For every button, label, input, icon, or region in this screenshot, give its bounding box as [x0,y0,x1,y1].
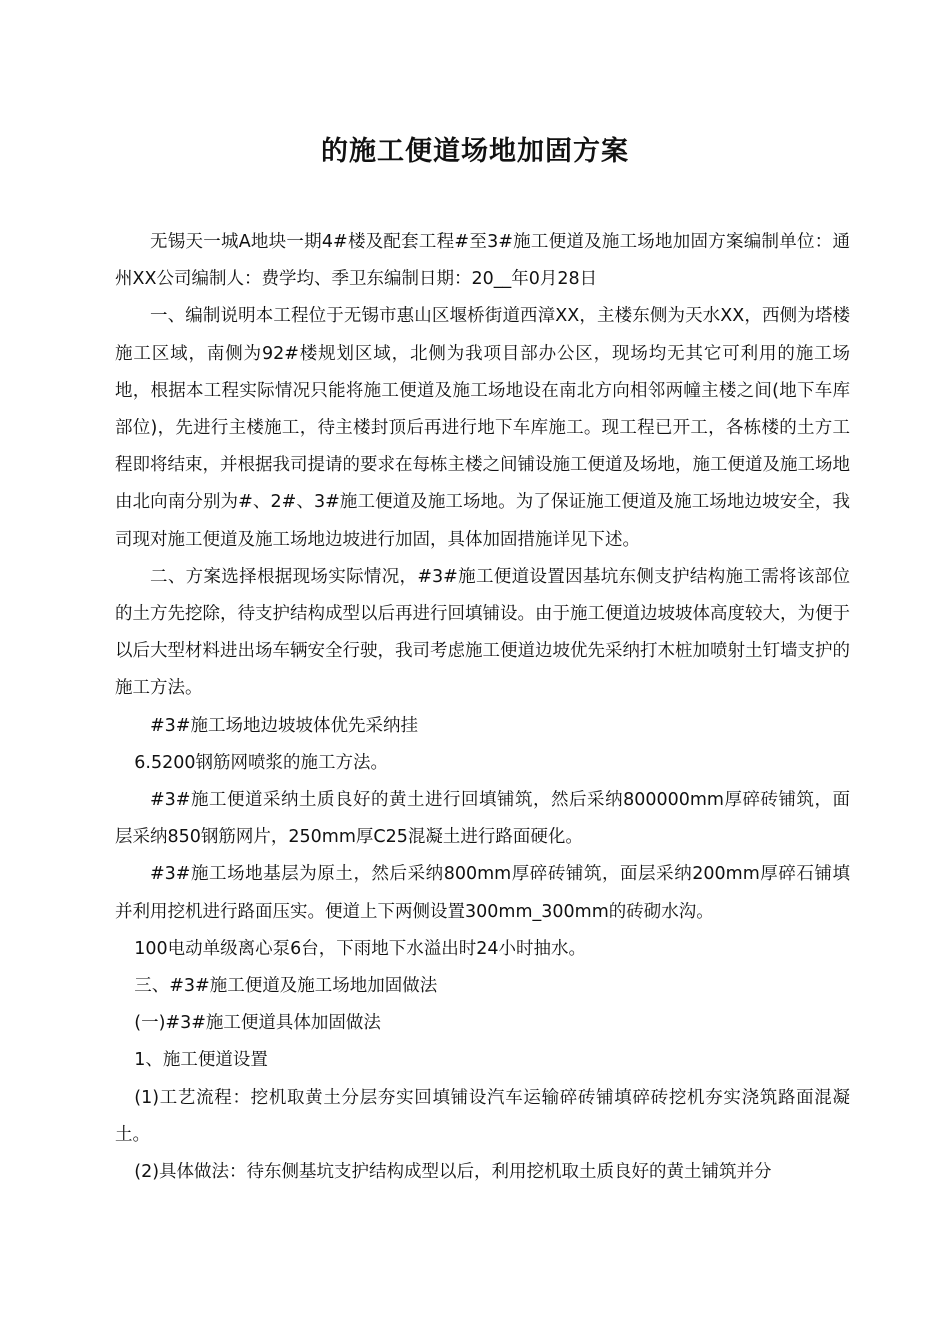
paragraph-road-fill: #3#施工便道采纳土质良好的黄土进行回填铺筑，然后采纳800000mm厚碎砖铺筑，面层采纳850钢筋网片，250mm厚C25混凝土进行路面硬化。 [115,790,850,848]
paragraph-section-3: 三、#3#施工便道及施工场地加固做法 [134,976,438,997]
paragraph-pumps: 100电动单级离心泵6台，下雨地下水溢出时24小时抽水。 [134,938,587,959]
paragraph-site-base: #3#施工场地基层为原土，然后采纳800mm厚碎砖铺筑，面层采纳200mm厚碎石铺填并利用挖机进行路面压实。便道上下两侧设置300mm_300mm的砖砌水沟。 [115,864,850,922]
document-body [115,224,850,1191]
paragraph-intro: 无锡天一城A地块一期4#楼及配套工程#至3#施工便道及施工场地加固方案编制单位：通州XX公司编制人：费学均、季卫东编制日期：20__年0月28日 [115,232,850,290]
paragraph-slope-method: #3#施工场地边坡坡体优先采纳挂 [150,715,418,736]
paragraph-subsection-1: (一)#3#施工便道具体加固做法 [134,1013,381,1034]
paragraph-mesh-method: 6.5200钢筋网喷浆的施工方法。 [134,752,388,773]
paragraph-section-2: 二、方案选择根据现场实际情况，#3#施工便道设置因基坑东侧支护结构施工需将该部位的土方先挖除，待支护结构成型以后再进行回填铺设。由于施工便道边坡坡体高度较大，为便于以后大型材料进出场车辆安全行驶，我司考虑施工便道边坡优先采纳打木桩加喷射土钉墙支护的施工方法。 [115,566,850,699]
paragraph-process-flow: (1)工艺流程：挖机取黄土分层夯实回填铺设汽车运输碎砖铺填碎砖挖机夯实浇筑路面混凝土。 [115,1087,850,1145]
paragraph-specific-method: (2)具体做法：待东侧基坑支护结构成型以后，利用挖机取土质良好的黄土铺筑并分 [134,1162,772,1183]
paragraph-section-1: 一、编制说明本工程位于无锡市惠山区堰桥街道西漳XX，主楼东侧为天水XX，西侧为塔楼施工区域，南侧为92#楼规划区域，北侧为我项目部办公区，现场均无其它可利用的施工场地，根据本工程实际情况只能将施工便道及施工场地设在南北方向相邻两幢主楼之间(地下车库部位)，先进行主楼施工，待主楼封顶后再进行地下车库施工。现工程已开工，各栋楼的土方工程即将结束，并根据我司提请的要求在每栋主楼之间铺设施工便道及场地，施工便道及施工场地由北向南分别为#、2#、3#施工便道及施工场地。为了保证施工便道及施工场地边坡安全，我司现对施工便道及施工场地边坡进行加固，具体加固措施详见下述。 [115,306,850,550]
paragraph-item-1: 1、施工便道设置 [134,1050,268,1071]
document-title: 的施工便道场地加固方案 [321,136,629,167]
